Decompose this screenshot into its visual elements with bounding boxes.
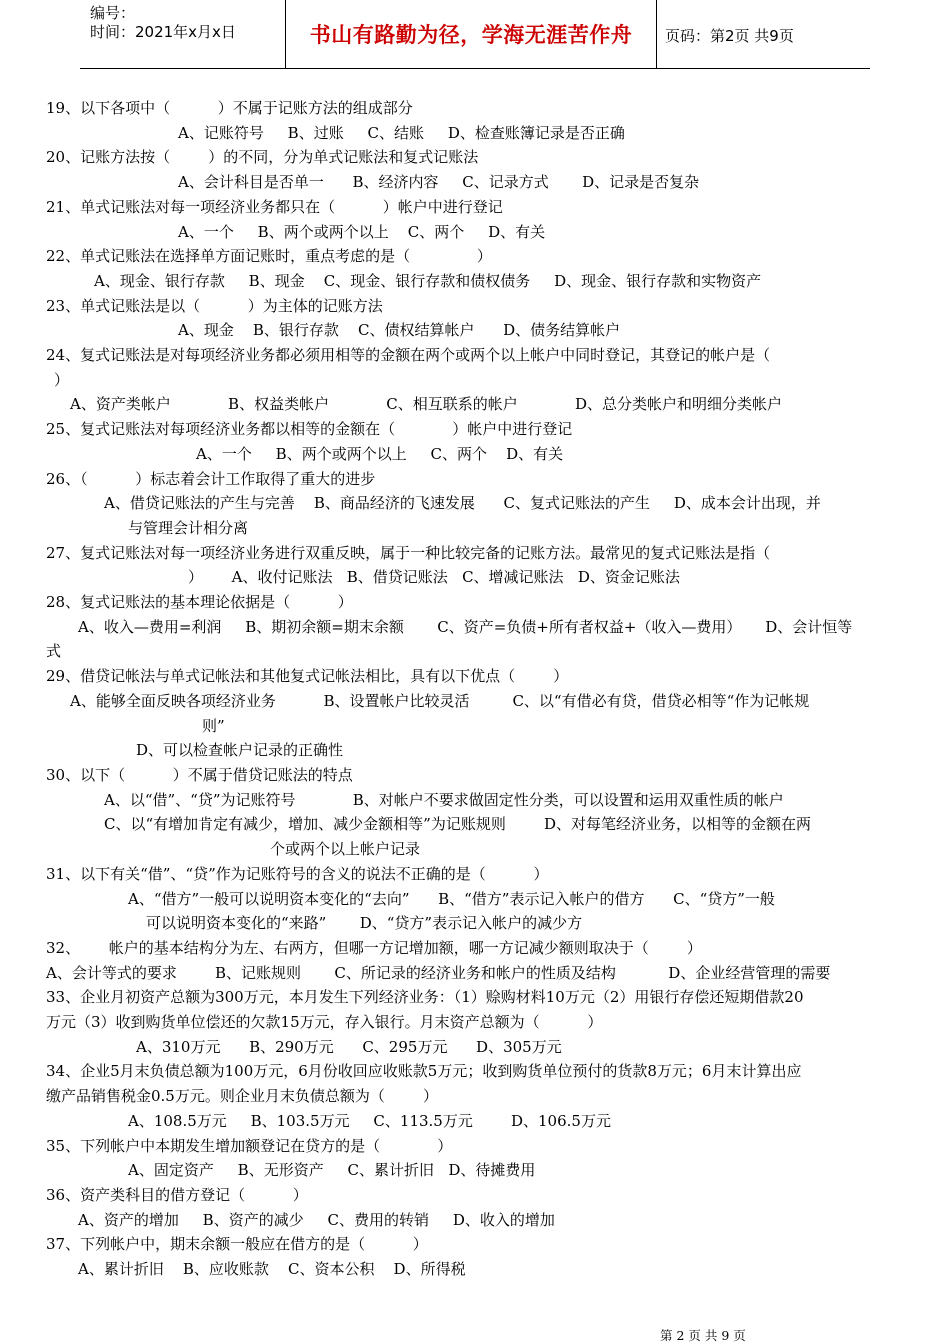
text-line: 21、单式记账法对每一项经济业务都只在（ ）帐户中进行登记 [46, 197, 503, 216]
text-line: A、资产的增加 B、资产的减少 C、费用的转销 D、收入的增加 [78, 1210, 555, 1229]
page-header [80, 0, 870, 69]
text-line: 22、单式记账法在选择单方面记账时，重点考虑的是（ ） [46, 247, 492, 266]
text-line: A、能够全面反映各项经济业务 B、设置帐户比较灵活 C、以“有借必有贷，借贷必相等“作为记帐规 [70, 691, 810, 710]
text-line: A、310万元 B、290万元 C、295万元 D、305万元 [136, 1037, 562, 1056]
text-line: A、现金 B、银行存款 C、债权结算帐户 D、债务结算帐户 [178, 321, 621, 340]
text-line: 30、以下（ ）不属于借贷记账法的特点 [46, 765, 353, 784]
text-line: 19、以下各项中（ ）不属于记账方法的组成部分 [46, 99, 413, 117]
text-line: 24、复式记账法是对每项经济业务都必须用相等的金额在两个或两个以上帐户中同时登记，其登记的帐户是（ [46, 346, 771, 365]
text-line: A、一个 B、两个或两个以上 C、两个 D、有关 [178, 222, 546, 241]
text-line: A、收入—费用=利润 B、期初余额=期末余额 C、资产=负债+所有者权益+（收入—费用） D、会计恒等 [78, 617, 853, 636]
text-line: 23、单式记账法是以（ ）为主体的记账方法 [46, 296, 383, 315]
text-line: A、会计科目是否单一 B、经济内容 C、记录方式 D、记录是否复杂 [178, 173, 700, 192]
text-line: 32、 帐户的基本结构分为左、右两方，但哪一方记增加额，哪一方记减少额则取决于（ ） [46, 938, 702, 957]
document-time-label: 时间：2021年x月x日 [90, 23, 236, 41]
text-line: 34、企业5月末负债总额为100万元，6月份收回应收账款5万元；收到购货单位预付的货款8万元；6月末计算出应 [46, 1062, 802, 1081]
text-line: A、累计折旧 B、应收账款 C、资本公积 D、所得税 [78, 1260, 466, 1279]
text-line: 33、企业月初资产总额为300万元，本月发生下列经济业务：（1）赊购材料10万元（2）用银行存偿还短期借款20 [46, 988, 804, 1007]
header-motto: 书山有路勤为径，学海无涯苦作舟 [285, 0, 657, 68]
text-line: A、108.5万元 B、103.5万元 C、113.5万元 D、106.5万元 [128, 1111, 611, 1130]
document-number-label: 编号： [90, 4, 136, 22]
text-line: 35、下列帐户中本期发生增加额登记在贷方的是（ ） [46, 1136, 453, 1155]
text-line: A、一个 B、两个或两个以上 C、两个 D、有关 [196, 444, 564, 463]
text-line: 个或两个以上帐户记录 [270, 840, 421, 859]
text-line: A、借贷记账法的产生与完善 B、商品经济的飞速发展 C、复式记账法的产生 D、成本会计出现，并 [104, 494, 821, 513]
header-meta [90, 4, 236, 42]
text-line: 29、借贷记帐法与单式记帐法和其他复式记帐法相比，具有以下优点（ ） [46, 667, 569, 686]
text-line: C、以“有增加肯定有减少，增加、减少金额相等”为记账规则 D、对每笔经济业务，以相等的金额在两 [104, 815, 811, 834]
text-line: 28、复式记账法的基本理论依据是（ ） [46, 593, 353, 612]
text-line: 36、资产类科目的借方登记（ ） [46, 1185, 308, 1204]
text-line: 37、下列帐户中，期末余额一般应在借方的是（ ） [46, 1235, 428, 1254]
text-line: A、以“借”、“贷”为记账符号 B、对帐户不要求做固定性分类，可以设置和运用双重性质的帐户 [104, 790, 784, 809]
text-line: D、可以检查帐户记录的正确性 [136, 741, 344, 760]
text-line: 27、复式记账法对每一项经济业务进行双重反映，属于一种比较完备的记账方法。最常见的复式记账法是指（ [46, 543, 771, 562]
text-line: 25、复式记账法对每项经济业务都以相等的金额在（ ）帐户中进行登记 [46, 420, 573, 439]
text-line: A、现金、银行存款 B、现金 C、现金、银行存款和债权债务 D、现金、银行存款和实物资产 [94, 271, 762, 290]
question-list [46, 96, 908, 1282]
text-line: A、“借方”一般可以说明资本变化的“去向” B、“借方”表示记入帐户的借方 C、“贷方”一般 [128, 889, 775, 908]
text-line: 缴产品销售税金0.5万元。则企业月末负债总额为（ ） [46, 1087, 439, 1106]
text-line: 式 [46, 642, 62, 661]
text-line: 20、记账方法按（ ）的不同，分为单式记账法和复式记账法 [46, 148, 479, 167]
text-line: 31、以下有关“借”、“贷”作为记账符号的含义的说法不正确的是（ ） [46, 864, 549, 883]
page-footer: 第 2 页 共 9 页 [660, 1328, 746, 1343]
text-line: A、记账符号 B、过账 C、结账 D、检查账簿记录是否正确 [178, 123, 625, 142]
text-line: ） [54, 370, 70, 389]
header-page-label: 页码：第2页 共9页 [665, 27, 794, 45]
text-line: A、会计等式的要求 B、记账规则 C、所记录的经济业务和帐户的性质及结构 D、企业经营管理的需要 [46, 963, 831, 982]
text-line: 则” [202, 716, 225, 735]
text-line: 可以说明资本变化的“来路” D、“贷方”表示记入帐户的减少方 [146, 914, 583, 933]
text-line: 与管理会计相分离 [128, 518, 249, 537]
text-line: A、资产类帐户 B、权益类帐户 C、相互联系的帐户 D、总分类帐户和明细分类帐户 [70, 395, 783, 414]
text-line: 万元（3）收到购货单位偿还的欠款15万元，存入银行。月末资产总额为（ ） [46, 1013, 603, 1032]
text-line: ） A、收付记账法 B、借贷记账法 C、增减记账法 D、资金记账法 [188, 568, 680, 587]
text-line: 26、（ ）标志着会计工作取得了重大的进步 [46, 469, 376, 488]
text-line: A、固定资产 B、无形资产 C、累计折旧 D、待摊费用 [128, 1161, 536, 1180]
